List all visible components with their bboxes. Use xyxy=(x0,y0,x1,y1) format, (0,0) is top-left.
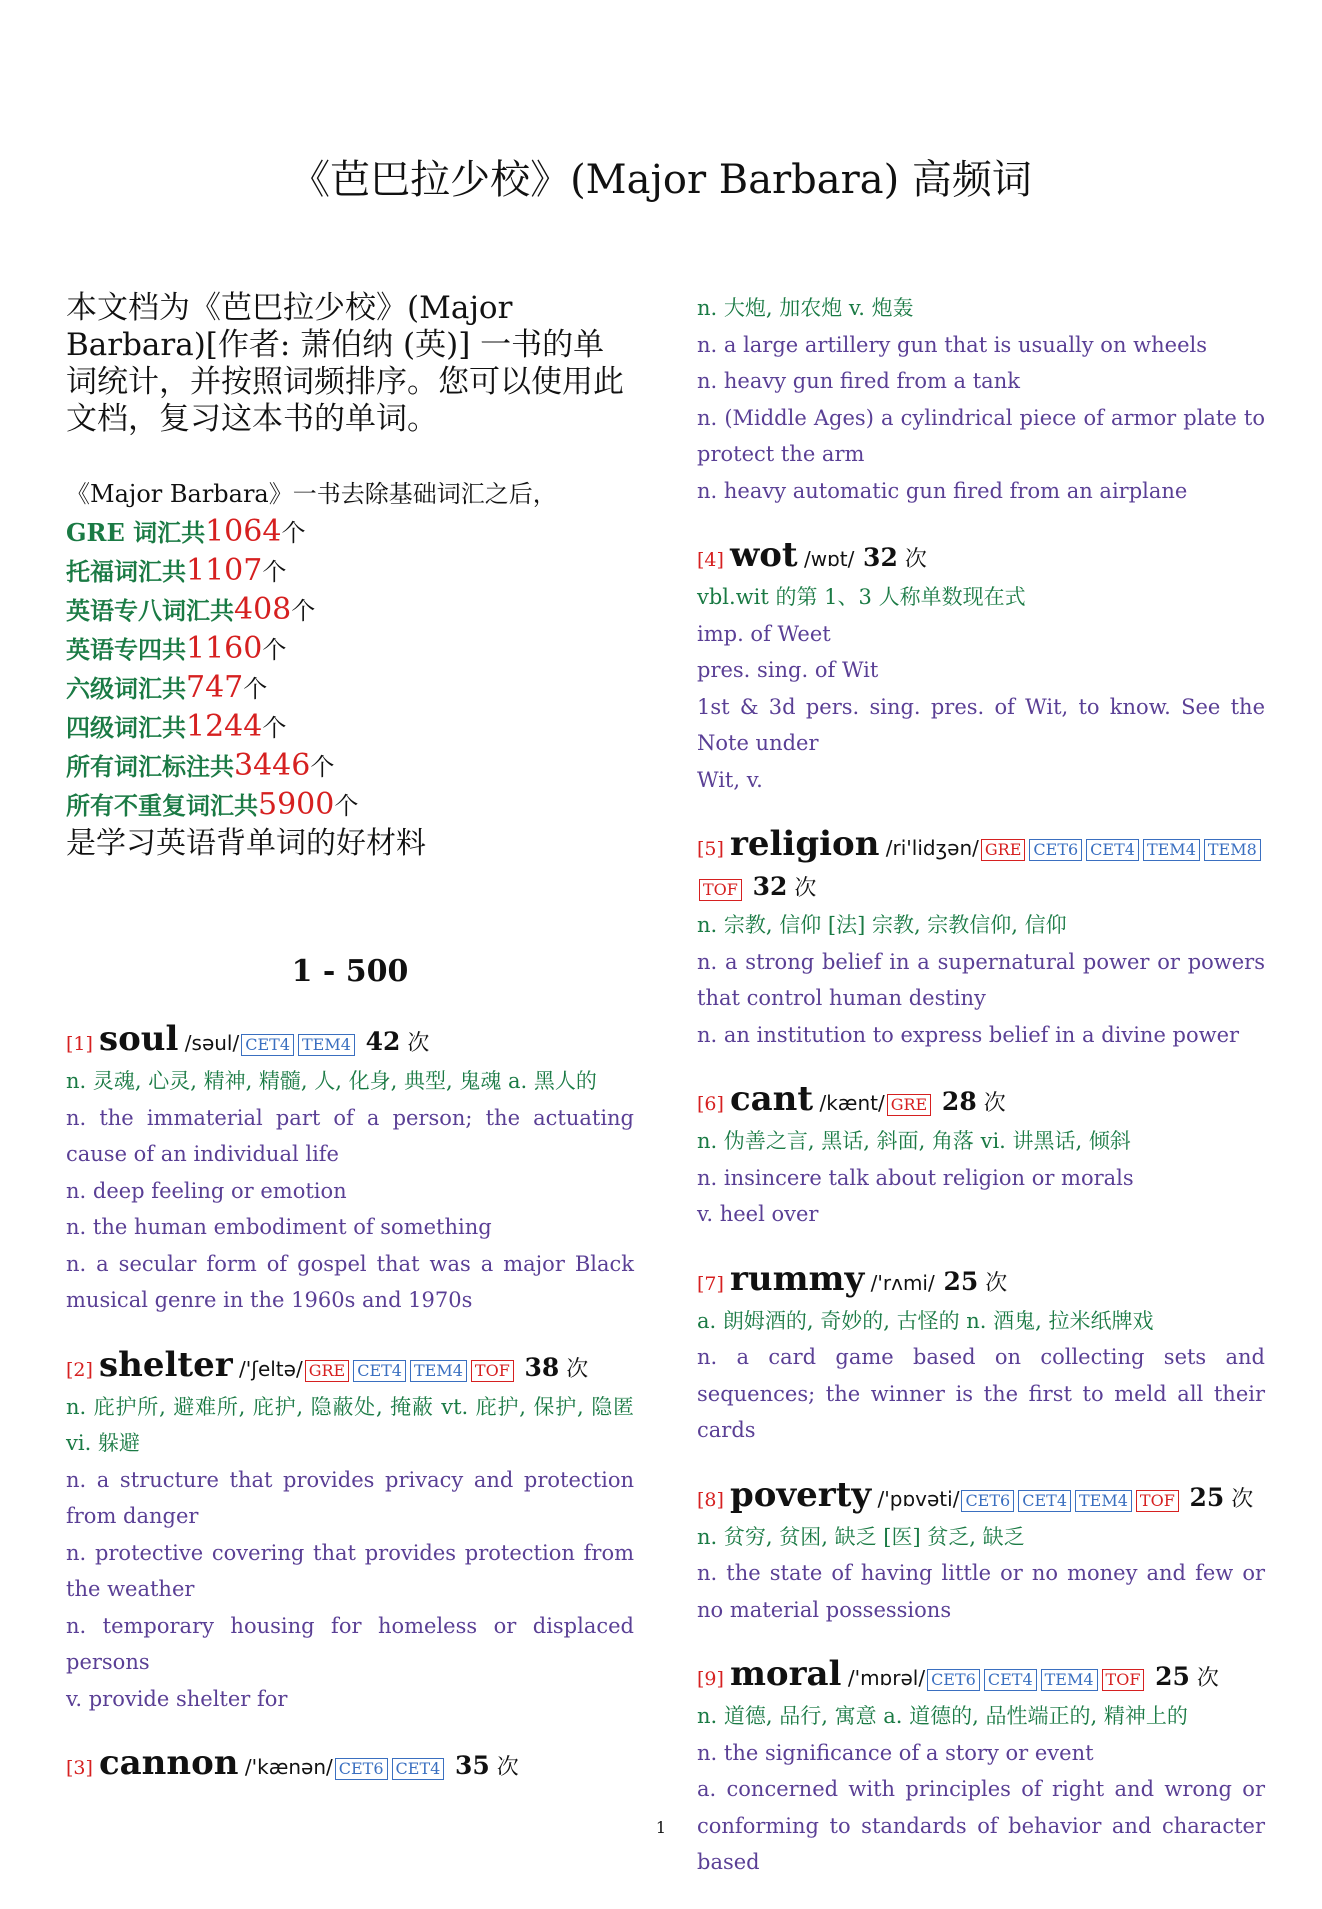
stat-number: 408 xyxy=(234,592,292,627)
stat-unit: 个 xyxy=(262,714,287,742)
word-entry xyxy=(697,1258,1265,1449)
entries-right xyxy=(697,290,1265,1881)
definition-line: n. 灵魂, 心灵, 精神, 精髓, 人, 化身, 典型, 鬼魂 a. 黑人的 xyxy=(66,1069,597,1093)
definition-line: a. concerned with principles of right and wrong or conforming to standards of behavior and character based xyxy=(697,1777,1265,1874)
stat-number: 1244 xyxy=(186,709,263,744)
stat-unit: 个 xyxy=(262,558,287,586)
stat-number: 1064 xyxy=(205,514,282,549)
level-tag: TOF xyxy=(1102,1669,1145,1691)
definition-line: n. protective covering that provides protection from the weather xyxy=(66,1540,634,1601)
definition-line: n. insincere talk about religion or morals xyxy=(697,1165,1134,1190)
word-entry-continued xyxy=(697,290,1265,509)
frequency-count: 25 xyxy=(1180,1482,1225,1512)
definition-line: a. 朗姆酒的, 奇妙的, 古怪的 n. 酒鬼, 拉米纸牌戏 xyxy=(697,1308,1154,1333)
stat-label: 六级词汇共 xyxy=(66,674,186,703)
left-column xyxy=(66,290,634,1815)
stat-number: 3446 xyxy=(234,748,311,783)
phonetic: /'mɒrəl/ xyxy=(841,1666,926,1690)
entry-head xyxy=(66,1021,634,1063)
entry-head xyxy=(697,1258,1265,1303)
stat-unit: 个 xyxy=(262,636,287,664)
level-tag: TOF xyxy=(1136,1490,1179,1512)
stat-unit: 个 xyxy=(334,792,359,820)
level-tag: CET6 xyxy=(927,1669,980,1691)
definition-line: n. 伪善之言, 黑话, 斜面, 角落 vi. 讲黑话, 倾斜 xyxy=(697,1129,1131,1153)
frequency-count: 32 xyxy=(854,543,898,572)
phonetic: /kænt/ xyxy=(813,1091,885,1115)
headword: moral xyxy=(729,1654,842,1694)
entry-index: [2] xyxy=(66,1358,99,1381)
entry-head xyxy=(697,826,1265,907)
definition-line: n. heavy gun fired from a tank xyxy=(697,369,1020,393)
stat-label: 英语专八词汇共 xyxy=(66,596,234,625)
document-title: 《芭巴拉少校》(Major Barbara) 高频词 xyxy=(290,157,1032,203)
level-tag: TEM4 xyxy=(1075,1490,1132,1512)
headword: shelter xyxy=(98,1344,233,1385)
definition-line: n. 道德, 品行, 寓意 a. 道德的, 品性端正的, 精神上的 xyxy=(697,1704,1188,1728)
level-tag: GRE xyxy=(887,1094,932,1116)
stat-label: GRE 词汇共 xyxy=(66,518,206,547)
stat-label: 所有词汇标注共 xyxy=(66,752,234,781)
section-heading: 1 - 500 xyxy=(291,954,409,989)
frequency-count: 25 xyxy=(934,1266,979,1296)
stat-unit: 个 xyxy=(281,519,306,547)
stat-number: 5900 xyxy=(258,787,335,822)
entry-index: [6] xyxy=(697,1093,730,1115)
entry-index: [1] xyxy=(66,1033,99,1055)
level-tag: TEM8 xyxy=(1204,839,1261,861)
frequency-suffix: 次 xyxy=(978,1270,1008,1296)
level-tag: TOF xyxy=(699,879,742,901)
headword: poverty xyxy=(729,1474,872,1515)
definition-line: n. temporary housing for homeless or displaced persons xyxy=(66,1613,634,1674)
entry-index: [7] xyxy=(697,1272,730,1295)
entry-head xyxy=(697,537,1265,579)
frequency-count: 38 xyxy=(515,1352,560,1382)
definition-line: n. the immaterial part of a person; the actuating cause of an individual life xyxy=(66,1105,634,1166)
word-entry xyxy=(66,1021,634,1319)
definition-line: n. deep feeling or emotion xyxy=(66,1178,347,1203)
definition-line: n. 宗教, 信仰 [法] 宗教, 宗教信仰, 信仰 xyxy=(697,913,1067,937)
word-entry xyxy=(697,1081,1265,1233)
frequency-count: 35 xyxy=(446,1751,490,1780)
phonetic: /'rʌmi/ xyxy=(864,1270,935,1295)
level-tag: CET4 xyxy=(1018,1490,1071,1512)
definition-line: n. a structure that provides privacy and protection from danger xyxy=(66,1467,634,1528)
word-entry xyxy=(66,1344,634,1718)
definition-line: n. 贫穷, 贫困, 缺乏 [医] 贫乏, 缺乏 xyxy=(697,1524,1025,1549)
definition-line: n. heavy automatic gun fired from an airplane xyxy=(697,478,1188,503)
stat-label: 所有不重复词汇共 xyxy=(66,791,258,820)
headword: cant xyxy=(729,1079,814,1119)
entry-head xyxy=(66,1745,634,1787)
frequency-count: 32 xyxy=(743,872,788,901)
level-tag: TOF xyxy=(471,1360,514,1382)
level-tag: CET6 xyxy=(335,1758,388,1780)
definition-line: n. an institution to express belief in a divine power xyxy=(697,1022,1240,1047)
level-tag: TEM4 xyxy=(298,1034,355,1056)
definition-line: n. (Middle Ages) a cylindrical piece of armor plate to protect the arm xyxy=(697,405,1265,466)
definition-line: n. a large artillery gun that is usually on wheels xyxy=(697,332,1207,357)
page-number: 1 xyxy=(655,1818,667,1837)
stat-label: 托福词汇共 xyxy=(66,557,186,586)
definition-line: v. heel over xyxy=(697,1202,819,1226)
level-tag: GRE xyxy=(981,839,1026,861)
level-tag: TEM4 xyxy=(1041,1669,1098,1691)
headword: cannon xyxy=(98,1743,239,1783)
phonetic: /'ʃeltə/ xyxy=(232,1356,303,1381)
stat-row xyxy=(66,630,634,669)
frequency-suffix: 次 xyxy=(1224,1486,1254,1512)
headword: soul xyxy=(98,1019,179,1059)
frequency-count: 42 xyxy=(356,1027,401,1056)
level-tag: CET4 xyxy=(1086,839,1139,861)
stats-outro: 是学习英语背单词的好材料 xyxy=(66,826,426,861)
entry-head xyxy=(697,1656,1265,1698)
stat-row xyxy=(66,591,634,630)
definition-line: n. a secular form of gospel that was a major Black musical genre in the 1960s and 1970s xyxy=(66,1251,634,1312)
stat-number: 1160 xyxy=(186,631,263,666)
stat-unit: 个 xyxy=(291,597,316,625)
frequency-count: 28 xyxy=(933,1087,977,1116)
definition-line: n. the significance of a story or event xyxy=(697,1740,1094,1765)
frequency-suffix: 次 xyxy=(787,876,817,901)
stat-row xyxy=(66,552,634,591)
stat-number: 747 xyxy=(186,670,244,705)
stats-intro: 《Major Barbara》一书去除基础词汇之后， xyxy=(66,480,557,508)
stat-row xyxy=(66,708,634,747)
word-entry xyxy=(66,1745,634,1787)
definition-line: 1st & 3d pers. sing. pres. of Wit, to know. See the Note under xyxy=(697,694,1265,755)
word-entry xyxy=(697,826,1265,1053)
entry-index: [5] xyxy=(697,838,730,860)
frequency-suffix: 次 xyxy=(559,1356,589,1382)
definition-line: vbl.wit 的第 1、3 人称单数现在式 xyxy=(697,585,1026,609)
phonetic: /'kænən/ xyxy=(238,1755,333,1779)
entry-head xyxy=(697,1474,1265,1519)
frequency-suffix: 次 xyxy=(400,1031,430,1056)
level-tag: TEM4 xyxy=(1143,839,1200,861)
level-tag: CET4 xyxy=(241,1034,294,1056)
stat-row xyxy=(66,747,634,786)
definition-line: pres. sing. of Wit xyxy=(697,658,879,682)
definition-line: n. the human embodiment of something xyxy=(66,1215,492,1239)
stat-row xyxy=(66,786,634,825)
stat-unit: 个 xyxy=(310,753,335,781)
phonetic: /ri'lidʒən/ xyxy=(879,836,979,860)
definition-line: n. the state of having little or no money and few or no material possessions xyxy=(697,1561,1265,1622)
level-tag: GRE xyxy=(305,1360,350,1382)
definition-line: n. 大炮, 加农炮 v. 炮轰 xyxy=(697,296,914,320)
definition-line: Wit, v. xyxy=(697,767,763,792)
entry-head xyxy=(697,1081,1265,1123)
headword: rummy xyxy=(729,1258,865,1299)
stat-label: 四级词汇共 xyxy=(66,713,186,742)
frequency-suffix: 次 xyxy=(489,1755,519,1780)
right-column xyxy=(697,290,1265,1909)
entry-index: [9] xyxy=(697,1668,730,1690)
phonetic: /'pɒvəti/ xyxy=(871,1486,960,1511)
level-tag: CET4 xyxy=(392,1758,445,1780)
intro-paragraph: 本文档为《芭巴拉少校》(Major Barbara)[作者: 萧伯纳 (英)] 一书的单词统计，并按照词频排序。您可以使用此文档，复习这本书的单词。 xyxy=(66,290,624,437)
stats-list xyxy=(66,513,634,825)
phonetic: /wɒt/ xyxy=(797,547,855,571)
level-tag: TEM4 xyxy=(410,1360,467,1382)
stats-block xyxy=(66,476,634,862)
phonetic: /səul/ xyxy=(178,1031,240,1055)
stat-row xyxy=(66,669,634,708)
frequency-count: 25 xyxy=(1146,1662,1190,1691)
entry-index: [8] xyxy=(697,1488,730,1511)
level-tag: CET4 xyxy=(984,1669,1037,1691)
entries-left xyxy=(66,1021,634,1787)
entry-head xyxy=(66,1344,634,1389)
headword: wot xyxy=(729,535,798,575)
definition-line: n. 庇护所, 避难所, 庇护, 隐蔽处, 掩蔽 vt. 庇护, 保护, 隐匿 vi. 躲避 xyxy=(66,1394,634,1455)
word-entry xyxy=(697,537,1265,798)
definition-line: v. provide shelter for xyxy=(66,1686,288,1711)
frequency-suffix: 次 xyxy=(897,547,927,572)
definition-line: n. a strong belief in a supernatural power or powers that control human destiny xyxy=(697,949,1265,1010)
definition-line: n. a card game based on collecting sets and sequences; the winner is the first to meld all their cards xyxy=(697,1345,1265,1442)
stat-unit: 个 xyxy=(243,675,268,703)
stat-label: 英语专四共 xyxy=(66,635,186,664)
word-entry xyxy=(697,1474,1265,1629)
level-tag: CET6 xyxy=(1029,839,1082,861)
definition-line: imp. of Weet xyxy=(697,621,831,646)
level-tag: CET4 xyxy=(353,1360,406,1382)
entry-index: [3] xyxy=(66,1757,99,1779)
entry-index: [4] xyxy=(697,549,730,571)
headword: religion xyxy=(729,824,880,864)
stat-number: 1107 xyxy=(186,553,263,588)
frequency-suffix: 次 xyxy=(1189,1666,1219,1691)
frequency-suffix: 次 xyxy=(976,1091,1006,1116)
stat-row xyxy=(66,513,634,552)
level-tag: CET6 xyxy=(961,1490,1014,1512)
word-entry xyxy=(697,1656,1265,1881)
